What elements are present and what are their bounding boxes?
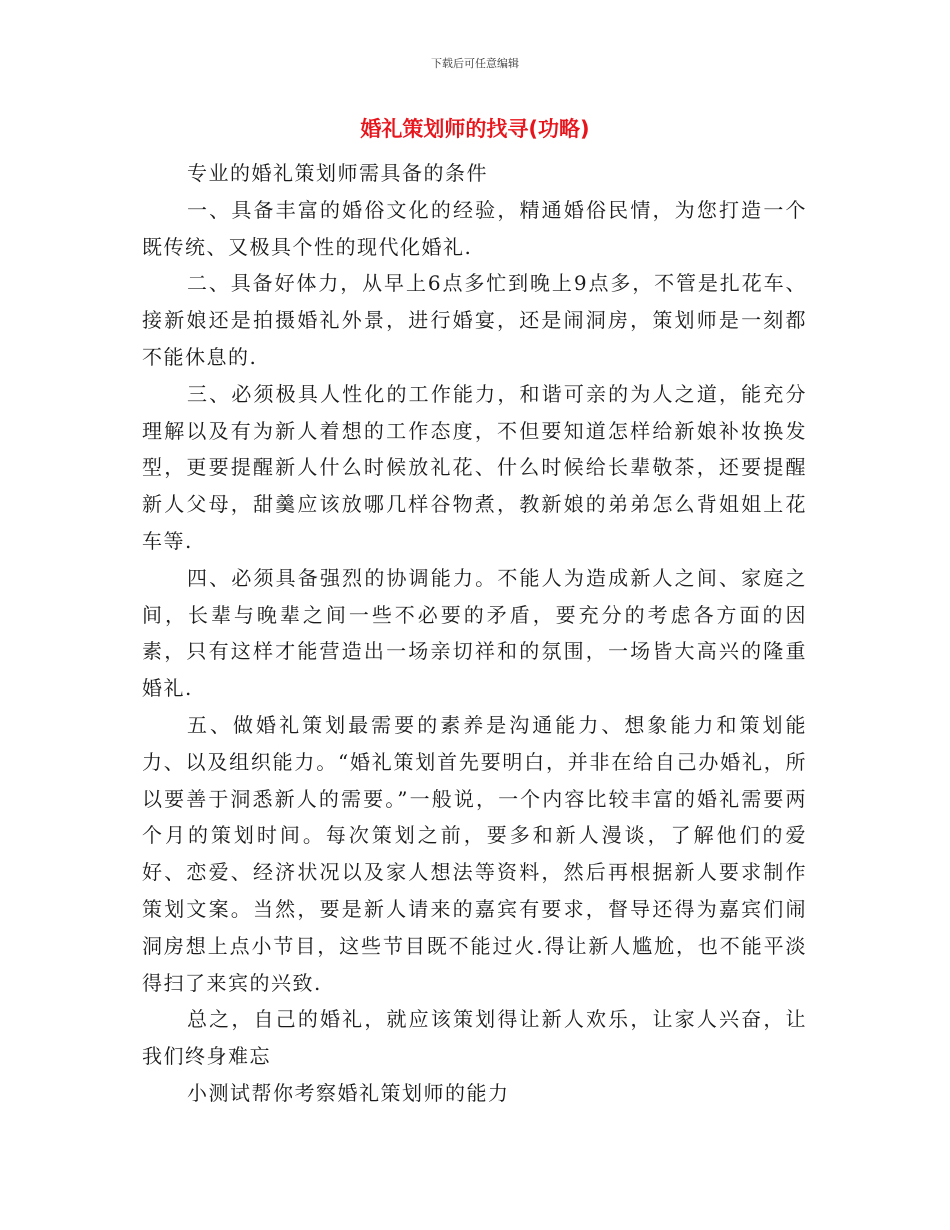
paragraph-5: 五、做婚礼策划最需要的素养是沟通能力、想象能力和策划能力、以及组织能力。“婚礼策划首先要明白，并非在给自己办婚礼，所以要善于洞悉新人的需要。”一般说，一个内容比较丰富的婚礼需要两个月的策划时间。每次策划之前，要多和新人漫谈，了解他们的爱好、恋爱、经济状况以及家人想法等资料，然后再根据新人要求制作策划文案。当然，要是新人请来的嘉宾有要求，督导还得为嘉宾们闹洞房想上点小节目，这些节目既不能过火.得让新人尴尬，也不能平淡得扫了来宾的兴致.: [142, 712, 807, 995]
paragraph-intro: 专业的婚礼策划师需具备的条件: [187, 161, 488, 185]
paragraph-2: 二、具备好体力，从早上6点多忙到晚上9点多，不管是扎花车、接新娘还是拍摄婚礼外景，进行婚宴，还是闹洞房，策划师是一刻都不能休息的.: [142, 271, 807, 369]
paragraph-summary: 总之，自己的婚礼，就应该策划得让新人欢乐，让家人兴奋，让我们终身难忘: [142, 1007, 807, 1069]
paragraph-quiz: 小测试帮你考察婚礼策划师的能力: [187, 1080, 510, 1105]
paragraph-3: 三、必须极具人性化的工作能力，和谐可亲的为人之道，能充分理解以及有为新人着想的工作态度，不但要知道怎样给新娘补妆换发型，更要提醒新人什么时候放礼花、什么时候给长辈敬茶，还要提醒新人父母，甜羹应该放哪几样谷物煮，教新娘的弟弟怎么背姐姐上花车等.: [142, 381, 807, 553]
document-body: [142, 155, 807, 1112]
paragraph-4: 四、必须具备强烈的协调能力。不能人为造成新人之间、家庭之间，长辈与晚辈之间一些不必要的矛盾，要充分的考虑各方面的因素，只有这样才能营造出一场亲切祥和的氛围，一场皆大高兴的隆重婚礼.: [142, 565, 807, 701]
document-title: 婚礼策划师的找寻(功略): [360, 117, 590, 141]
paragraph-1: 一、具备丰富的婚俗文化的经验，精通婚俗民情，为您打造一个既传统、又极具个性的现代化婚礼.: [142, 197, 807, 259]
download-note: 下载后可任意编辑: [431, 57, 519, 70]
